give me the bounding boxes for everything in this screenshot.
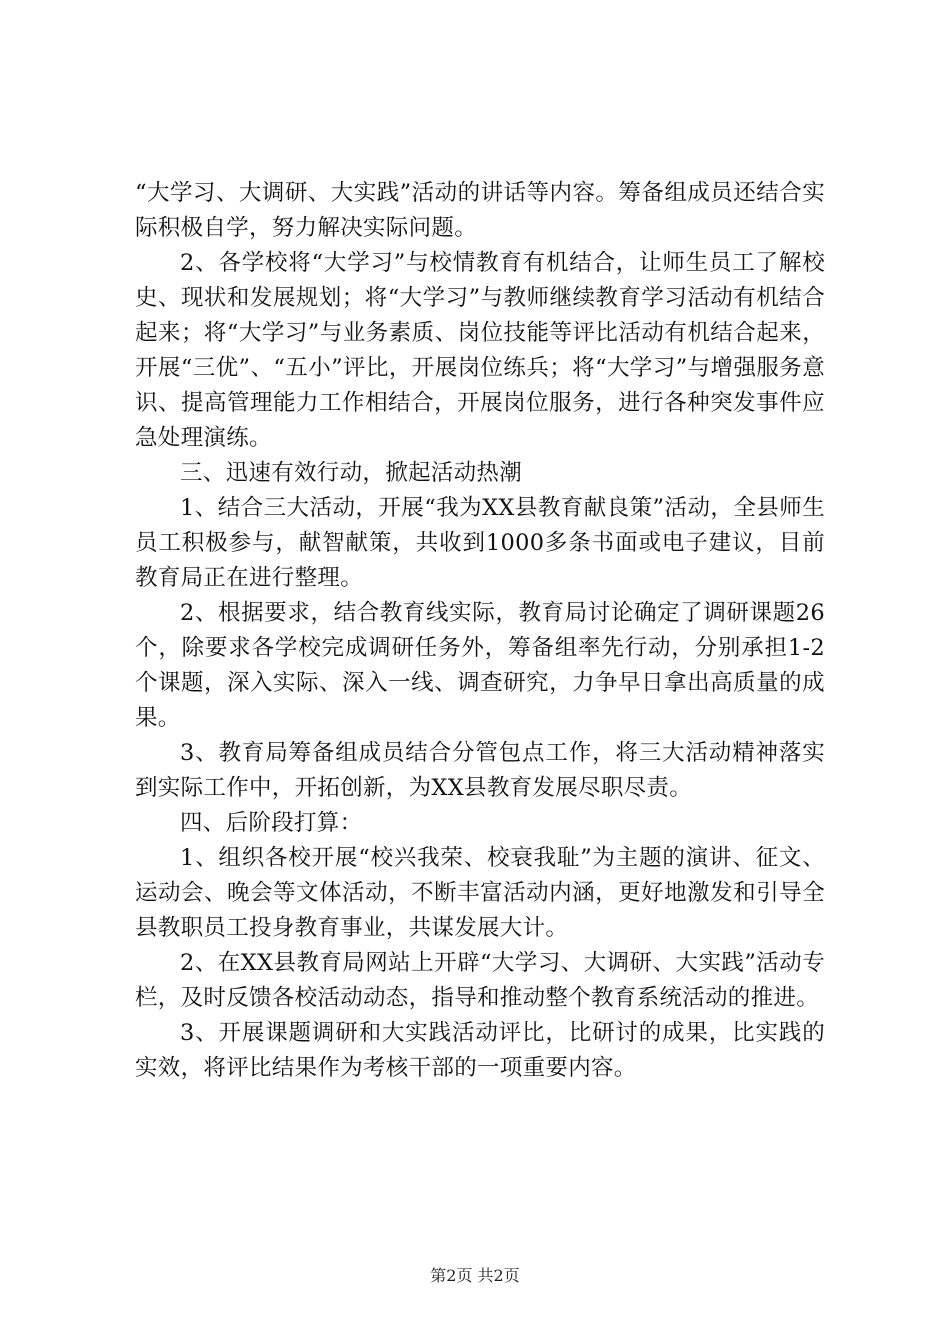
section-heading-3: 三、迅速有效行动，掀起活动热潮 xyxy=(180,460,523,486)
paragraph-item-3-implementation: 3、教育局筹备组成员结合分管包点工作，将三大活动精神落实到实际工作中，开拓创新，为XX县教育发展尽职尽责。 xyxy=(135,740,825,801)
page-number-label: 第2页 共2页 xyxy=(430,1266,520,1285)
paragraph-item-2-research: 2、根据要求，结合教育线实际，教育局讨论确定了调研课题26个，除要求各学校完成调研任务外，筹备组率先行动，分别承担1-2个课题，深入实际、深入一线、调查研究，力争早日拿出高质量的成果。 xyxy=(135,600,825,731)
document-body xyxy=(135,176,825,1086)
paragraph-item-1-suggestions: 1、结合三大活动，开展“我为XX县教育献良策”活动，全县师生员工积极参与，献智献策，共收到1000多条书面或电子建议，目前教育局正在进行整理。 xyxy=(135,495,825,591)
paragraph-item-3-evaluation: 3、开展课题调研和大实践活动评比，比研讨的成果，比实践的实效，将评比结果作为考核干部的一项重要内容。 xyxy=(135,1020,825,1081)
section-heading-4: 四、后阶段打算： xyxy=(180,810,363,836)
page-footer xyxy=(0,1266,950,1286)
paragraph-item-1-activities: 1、组织各校开展“校兴我荣、校衰我耻”为主题的演讲、征文、运动会、晚会等文体活动，不断丰富活动内涵，更好地激发和引导全县教职员工投身教育事业，共谋发展大计。 xyxy=(135,845,825,941)
paragraph-item-2-study: 2、各学校将“大学习”与校情教育有机结合，让师生员工了解校史、现状和发展规划；将“大学习”与教师继续教育学习活动有机结合起来；将“大学习”与业务素质、岗位技能等评比活动有机结合起来，开展“三优”、“五小”评比，开展岗位练兵；将“大学习”与增强服务意识、提高管理能力工作相结合，开展岗位服务，进行各种突发事件应急处理演练。 xyxy=(135,250,825,451)
paragraph-item-2-website: 2、在XX县教育局网站上开辟“大学习、大调研、大实践”活动专栏，及时反馈各校活动动态，指导和推动整个教育系统活动的推进。 xyxy=(135,950,825,1011)
paragraph-continuation: “大学习、大调研、大实践”活动的讲话等内容。筹备组成员还结合实际积极自学，努力解决实际问题。 xyxy=(135,180,825,241)
